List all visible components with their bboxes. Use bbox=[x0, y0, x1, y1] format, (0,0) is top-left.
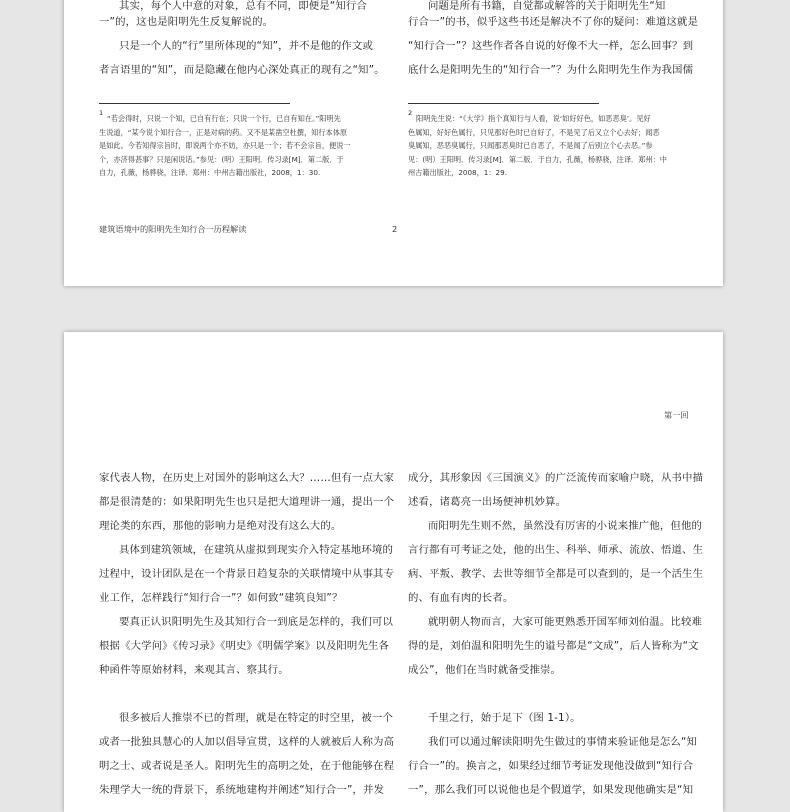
document-page-previous bbox=[64, 0, 723, 286]
text-line: 行合一”的书，似乎这些书还是解决不了你的疑问：难道这就是 bbox=[408, 16, 699, 28]
text-line: 一”，那么我们可以说他也是个假道学，如果发现他确实是“知 bbox=[408, 784, 694, 796]
text-line: 就明朝人物而言，大家可能更熟悉开国军师刘伯温。比较难 bbox=[428, 616, 703, 628]
footnote-marker: 1 bbox=[99, 109, 104, 117]
text-line: 言行都有可考证之处，他的出生、科举、师承、流放、悟道、生 bbox=[408, 544, 704, 556]
footnote-line: 色属知，好好色属行，只见那好色时已自好了，不是见了后又立个心去好；闻恶 bbox=[408, 128, 660, 137]
text-line: 具体到建筑领域，在建筑从虚拟到现实介入特定基地环境的 bbox=[119, 544, 394, 556]
text-line: 问题是所有书籍，自觉都或解答的关于阳明先生“知 bbox=[428, 0, 666, 12]
footnote-line: 是如此。今若知得宗旨时，即说两个亦不妨，亦只是一个；若不会宗旨，便说一 bbox=[99, 141, 351, 150]
text-line: 一”的，这也是阳明先生反复解说的。 bbox=[99, 16, 274, 28]
text-line: 得的是，刘伯温和阳明先生的谥号都是“文成”，后人皆称为“文 bbox=[408, 640, 699, 652]
footnote-line: 生说道，“某今说个知行合一，正是对病的药。又不是某凿空杜撰，知行本体原 bbox=[99, 128, 348, 137]
footnote-line: 阳明先生说：“《大学》指个真知行与人看，说‘如好好色，如恶恶臭’。见好 bbox=[416, 114, 651, 123]
text-line: 过程中，设计团队是在一个背景日趋复杂的关联情境中从事其专 bbox=[99, 568, 395, 580]
text-line: 底什么是阳明先生的“知行合一”？为什么阳明先生作为我国儒 bbox=[408, 64, 694, 76]
text-line: 述看，诸葛亮一出场便神机妙算。 bbox=[408, 496, 567, 508]
chapter-header: 第一回 bbox=[664, 410, 689, 420]
footnote-line: 自力，孔薇，杨骅骁，注译．郑州：中州古籍出版社，2008，1：30. bbox=[99, 168, 321, 177]
text-line: 我们可以通过解读阳明先生做过的事情来验证他是怎么“知 bbox=[428, 736, 698, 748]
text-line: 成公”，他们在当时就备受推崇。 bbox=[408, 664, 562, 676]
text-line: 病、平叛、教学、去世等细节全都是可以查到的，是一个活生生 bbox=[408, 568, 704, 580]
footnote-line: 臭属知，恶恶臭属行，只闻那恶臭时已自恶了，不是闻了后别立个心去恶。”参 bbox=[408, 141, 653, 150]
text-line: 要真正认识阳明先生及其知行合一到底是怎样的，我们可以 bbox=[119, 616, 394, 628]
running-title: 建筑语境中的阳明先生知行合一历程解读 bbox=[99, 224, 247, 234]
page-number: 2 bbox=[392, 224, 398, 234]
text-line: 根据《大学问》《传习录》《明史》《明儒学案》以及阳明先生各 bbox=[99, 640, 390, 652]
text-line: 而阳明先生则不然，虽然没有厉害的小说来推广他，但他的 bbox=[428, 520, 703, 532]
text-line: 朱理学大一统的背景下，系统地建构并阐述“知行合一”，并发 bbox=[99, 784, 385, 796]
footnote-line: 州古籍出版社，2008，1：29. bbox=[408, 168, 507, 177]
text-line: 者言语里的“知”，而是隐藏在他内心深处真正的现有之“知”。 bbox=[99, 64, 385, 76]
text-line: 种函件等原始材料，来观其言、察其行。 bbox=[99, 664, 289, 676]
text-line: 或者一批独具慧心的人加以倡导宣贯，这样的人就被后人称为高 bbox=[99, 736, 395, 748]
footnote-marker: 2 bbox=[408, 109, 413, 117]
text-line: 明之士、或者说是圣人。阳明先生的高明之处，在于他能够在程 bbox=[99, 760, 395, 772]
text-line: 的、有血有肉的长者。 bbox=[408, 592, 514, 604]
text-line: 成分，其形象因《三国演义》的广泛流传而家喻户晓，从书中描 bbox=[408, 472, 704, 484]
text-line: 行合一”的。换言之，如果经过细节考证发现他没做到“知行合 bbox=[408, 760, 694, 772]
text-line: 家代表人物，在历史上对国外的影响这么大？……但有一点大家 bbox=[99, 472, 395, 484]
footnote-line: 见：(明）王阳明．传习录[M]．第二版．于自力，孔薇，杨骅骁，注译．郑州：中 bbox=[408, 155, 667, 164]
text-line: 千里之行，始于足下（图 1-1）。 bbox=[428, 712, 581, 724]
footnote-line: “若会得时，只说一个知，已自有行在；只说一个行，已自有知在。”阳明先 bbox=[107, 114, 341, 123]
text-line: “知行合一”？这些作者各自说的好像不大一样，怎么回事？到 bbox=[408, 40, 694, 52]
footnote-separator bbox=[408, 103, 599, 104]
text-line: 很多被后人推崇不已的哲理，就是在特定的时空里，被一个 bbox=[119, 712, 394, 724]
document-page-current bbox=[64, 332, 723, 812]
text-line: 理论类的东西，那他的影响力是绝对没有这么大的。 bbox=[99, 520, 342, 532]
footnote-separator bbox=[99, 103, 290, 104]
footnote-line: 个，亦济得甚事？只是闲说话。”参见：(明）王阳明．传习录[M]．第二版．于 bbox=[99, 155, 344, 164]
text-line: 业工作，怎样践行“知行合一”？如何致“建筑良知”？ bbox=[99, 592, 343, 604]
text-line: 只是一个人的“行”里所体现的“知”，并不是他的作文或 bbox=[119, 40, 374, 52]
text-line: 都是很清楚的：如果阳明先生也只是把大道理讲一通，提出一个 bbox=[99, 496, 395, 508]
text-line: 其实，每个人中意的对象，总有不同，即便是“知行合 bbox=[119, 0, 367, 12]
